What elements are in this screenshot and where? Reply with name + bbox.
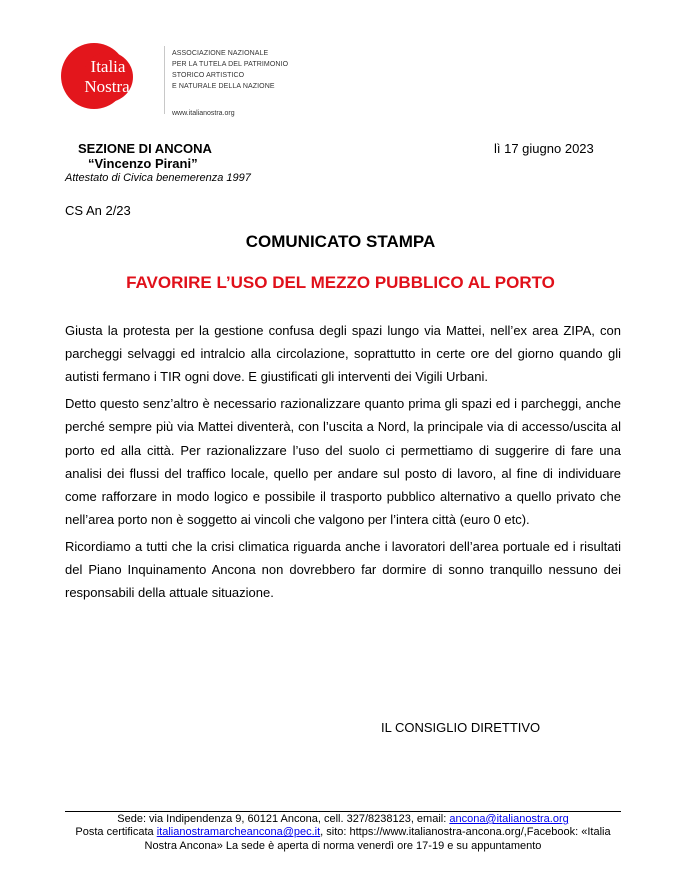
association-line: PER LA TUTELA DEL PATRIMONIO	[172, 61, 289, 68]
footer-contacts-text: , sito: https://www.italianostra-ancona.org/,Facebook: «Italia Nostra Ancona» La sede è aperta di norma venerdì ore 17-19 e su appuntamento	[144, 826, 611, 852]
footer-pec-label: Posta certificata	[75, 826, 157, 839]
association-website[interactable]: www.italianostra.org	[172, 110, 235, 117]
association-line: E NATURALE DELLA NAZIONE	[172, 83, 275, 90]
body-paragraph: Detto questo senz’altro è necessario razionalizzare quanto prima gli spazi ed i parcheggi, anche perché sempre più via Mattei diventerà, con l’uscita a Nord, la principale via di accesso/uscita al porto ed alla città. Per razionalizzare l’uso del suolo ci permettiamo di suggerire di fare una analisi dei flussi del traffico locale, quello per andare sul posto di lavoro, al fine di individuare come rafforzare in modo logico e possibile il trasporto pubblico alternativo a quello privato che nell’area porto non è soggetto ai vincoli che valgono per l’intera città (euro 0 etc).	[65, 396, 621, 528]
footer-address-text: Sede: via Indipendenza 9, 60121 Ancona, cell. 327/8238123, email:	[117, 813, 450, 825]
footer-divider	[65, 811, 621, 812]
document-headline: FAVORIRE L’USO DEL MEZZO PUBBLICO AL PORTO	[126, 273, 555, 292]
signature: IL CONSIGLIO DIRETTIVO	[381, 720, 541, 735]
association-description	[172, 48, 288, 92]
document-date: lì 17 giugno 2023	[494, 141, 594, 156]
footer-pec-link[interactable]: italianostramarcheancona@pec.it	[156, 826, 321, 839]
footer-line-contacts	[65, 826, 621, 853]
section-subtitle: “Vincenzo Pirani”	[88, 156, 198, 171]
body-paragraph: Ricordiamo a tutti che la crisi climatica riguarda anche i lavoratori dell’area portuale ed i risultati del Piano Inquinamento Ancona non dovrebbero far dormire di sonno tranquillo nessuno dei responsabili della attuale situazione.	[65, 538, 621, 601]
italia-nostra-logo	[60, 42, 160, 110]
section-attestato: Attestato di Civica benemerenza 1997	[65, 172, 251, 184]
body-paragraph: Giusta la protesta per la gestione confusa degli spazi lungo via Mattei, nell’ex area ZIPA, con parcheggi selvaggi ed intralcio alla circolazione, soprattutto in certe ore del giorno quando gli autisti fermano i TIR ogni dove. E giustificati gli interventi dei Vigili Urbani.	[65, 323, 621, 385]
document-body	[65, 319, 621, 608]
document-reference: CS An 2/23	[65, 203, 131, 218]
logo-divider	[164, 46, 165, 114]
svg-text:Italia: Italia	[90, 57, 126, 76]
footer-email-link[interactable]: ancona@italianostra.org	[449, 813, 569, 825]
footer-line-address	[65, 813, 621, 826]
svg-text:Nostra: Nostra	[84, 77, 130, 96]
section-name: SEZIONE DI ANCONA	[78, 141, 212, 156]
footer	[65, 813, 621, 853]
association-line: STORICO ARTISTICO	[172, 72, 245, 79]
association-line: ASSOCIAZIONE NAZIONALE	[172, 50, 269, 57]
document-title: COMUNICATO STAMPA	[245, 232, 436, 251]
